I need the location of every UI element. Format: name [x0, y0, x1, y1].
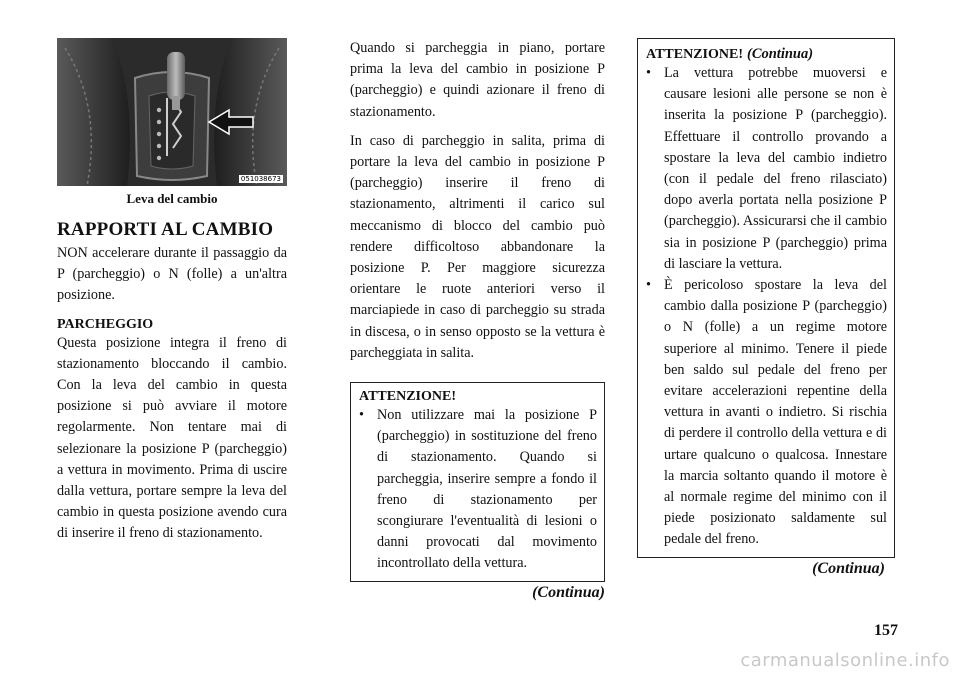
warning-bullet-item	[359, 405, 597, 575]
warning-box-2	[637, 38, 895, 558]
left-column	[57, 38, 287, 545]
image-code-label: 051038673	[240, 175, 281, 183]
section-intro: NON accelerare durante il passaggio da P (parcheggio) o N (folle) a un'altra posizione.	[57, 245, 287, 304]
warning-title: ATTENZIONE!	[359, 389, 456, 405]
warning-title: ATTENZIONE!	[646, 47, 743, 62]
gear-lever-illustration	[57, 38, 287, 186]
bullet-icon: •	[359, 407, 364, 424]
subsection-text: Questa posizione integra il freno di stazionamento bloccando il cambio. Con la leva del cambio in questa posizione si può avviare il motore regolarmente. Non tentare mai di selezionare la posizione P (parcheggio) a vettura in movimento. Prima di uscire dalla vettura, portare sempre la leva del cambio in questa posizione avendo cura di inserire il freno di stazionamento.	[57, 334, 287, 542]
bullet-icon: •	[646, 277, 651, 294]
gear-lever-photo	[57, 38, 287, 186]
middle-column	[350, 38, 605, 602]
continued-label: (Continua)	[532, 583, 605, 601]
warning-box-1	[350, 382, 605, 582]
subsection-title: PARCHEGGIO	[57, 316, 154, 332]
warning-bullet-item	[646, 63, 887, 275]
warning-bullet-item	[646, 275, 887, 551]
warning-header	[646, 45, 887, 63]
right-column	[637, 38, 895, 578]
warning-title-continued: (Continua)	[746, 46, 814, 62]
warning-bullet-text: È pericoloso spostare la leva del cambio dalla posizione P (parcheggio) o N (folle) a un regime motore superiore al minimo. Tenere il piede ben saldo sul pedale del freno per evitare accelerazioni repentine della vettura in avanti o indietro. Si rischia di perdere il controllo della vettura e di urtare qualcuno o qualcosa. Innestare la marcia soltanto quando il motore è al normale regime del minimo con il piede posizionato saldamente sul pedale del freno.	[664, 277, 887, 548]
warning-bullet-text: Non utilizzare mai la posizione P (parcheggio) in sostituzione del freno di stazionamento. Quando si parcheggia, inserire sempre a fondo il freno di stazionamento per scongiurare l'eventualità di lesioni o danni provocati dal movimento incontrollato della vettura.	[377, 407, 597, 572]
warning-bullet-text: La vettura potrebbe muoversi e causare lesioni alle persone se non è inserita la posizione P (parcheggio). Effettuare il controllo provando a spostare la leva del cambio indietro (con il pedale del freno rilasciato) dopo averla portata nella posizione P (parcheggio). Assicurarsi che il cambio sia in posizione P (parcheggio) prima di lasciare la vettura.	[664, 65, 887, 272]
continued-label: (Continua)	[812, 559, 885, 577]
paragraph-flat-parking: Quando si parcheggia in piano, portare prima la leva del cambio in posizione P (parcheggio) e quindi azionare il freno di stazionamento.	[350, 40, 605, 120]
bullet-icon: •	[646, 65, 651, 81]
page-number: 157	[874, 622, 898, 639]
figure-caption: Leva del cambio	[126, 191, 218, 206]
watermark: carmanualsonline.info	[740, 650, 950, 671]
paragraph-slope-parking: In caso di parcheggio in salita, prima di portare la leva del cambio in posizione P (parcheggio) inserire il freno di stazionamento, altrimenti il carico sul meccanismo di blocco del cambio può rendere difficoltoso abbandonare la posizione P. Per maggiore sicurezza orientare le ruote anteriori verso il marciapiede in caso di parcheggio su strada in discesa, o in senso opposto se la vettura è parcheggiata in salita.	[350, 132, 605, 361]
section-title: RAPPORTI AL CAMBIO	[57, 219, 274, 240]
